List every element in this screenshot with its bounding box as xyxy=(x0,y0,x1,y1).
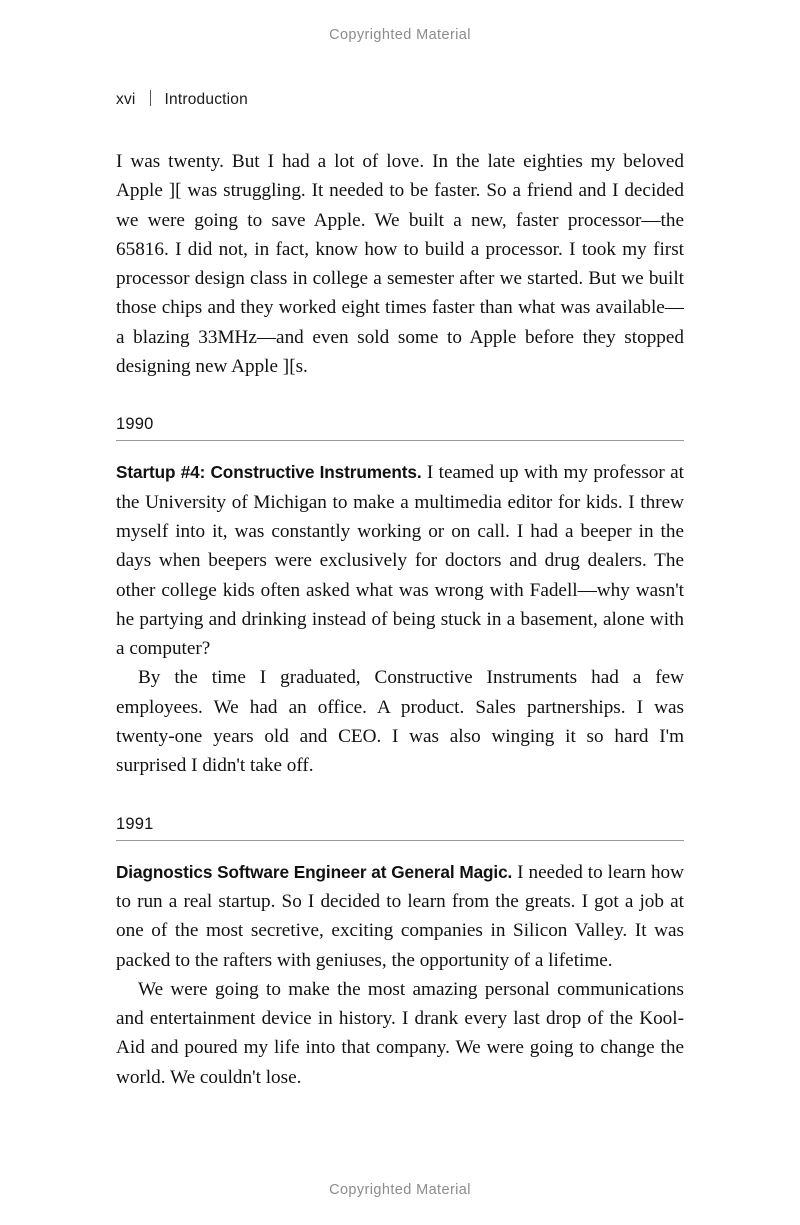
section-second-paragraph: We were going to make the most amazing personal communications and entertainment device in history. I drank every last drop of the Kool-Aid and poured my life into that company. We were going to change the world. We couldn't lose. xyxy=(116,978,684,1088)
intro-paragraph: I was twenty. But I had a lot of love. In the late eighties my beloved Apple ][ was struggling. It needed to be faster. So a friend and I decided we were going to save Apple. We built a new, faster processor—the 65816. I did not, in fact, know how to build a processor. I took my first processor design class in college a semester after we started. But we built those chips and they worked eight times faster than what was available—a blazing 33MHz—and even sold some to Apple before they stopped designing new Apple ][s. xyxy=(116,151,684,378)
section-first-paragraph xyxy=(116,858,684,975)
running-head-divider xyxy=(150,90,151,106)
watermark-top: Copyrighted Material xyxy=(329,27,471,43)
section-1990 xyxy=(116,415,684,780)
section-first-paragraph xyxy=(116,458,684,663)
page-content xyxy=(116,88,684,1092)
section-second-paragraph: By the time I graduated, Constructive Instruments had a few employees. We had an office. A product. Sales partnerships. I was twenty-one years old and CEO. I was also winging it so hard I'm surprised I didn't take off. xyxy=(116,667,684,777)
section-lead-in: Diagnostics Software Engineer at General Magic. xyxy=(116,861,513,882)
section-year-heading: 1991 xyxy=(116,815,684,841)
running-head xyxy=(116,88,684,109)
section-lead-in: Startup #4: Constructive Instruments. xyxy=(116,462,422,483)
watermark-bottom: Copyrighted Material xyxy=(329,1182,471,1198)
section-lead-rest: I needed to learn how to run a real startup. So I decided to learn from the greats. I got a job at one of the most secretive, exciting companies in Silicon Valley. It was packed to the rafters with geniuses, the opportunity of a lifetime. xyxy=(116,861,684,971)
section-1991 xyxy=(116,815,684,1092)
page-number: xvi xyxy=(116,91,136,108)
running-head-title: Introduction xyxy=(164,91,248,108)
section-lead-rest: I teamed up with my professor at the University of Michigan to make a multimedia editor for kids. I threw myself into it, was constantly working or on call. I had a beeper in the days when beepers were exclusively for doctors and drug dealers. The other college kids often asked what was wrong with Fadell—why wasn't he partying and drinking instead of being stuck in a basement, alone with a computer? xyxy=(116,462,684,660)
section-year-heading: 1990 xyxy=(116,415,684,441)
